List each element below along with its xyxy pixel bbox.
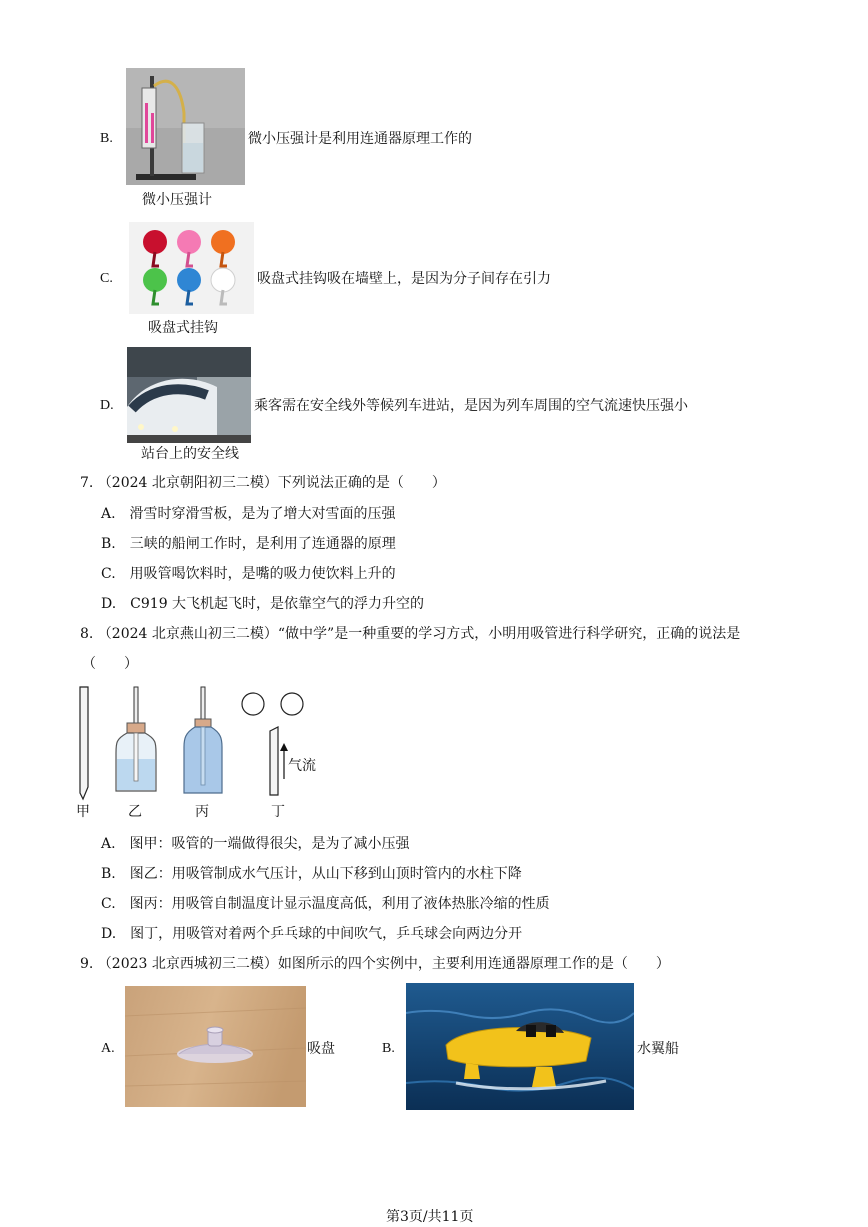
- option-text: 乘客需在安全线外等候列车进站，是因为列车周围的空气流速快压强小: [254, 398, 688, 414]
- option-letter: D.: [100, 398, 114, 413]
- pressure-gauge-photo: [126, 68, 245, 185]
- option-letter: B.: [100, 131, 113, 146]
- option-text: 吸盘式挂钩吸在墙壁上，是因为分子间存在引力: [257, 271, 551, 287]
- photo-caption: 站台上的安全线: [141, 446, 239, 462]
- option-text: 水翼船: [637, 1041, 679, 1057]
- airflow-label: 气流: [288, 758, 316, 774]
- answer-option: A. 图甲：吸管的一端做得很尖，是为了减小压强: [101, 836, 410, 852]
- train-platform-photo: [127, 347, 251, 443]
- page-footer: 第3页/共11页: [386, 1209, 474, 1225]
- hydrofoil-boat-photo: [406, 983, 634, 1110]
- option-letter: A.: [101, 1041, 115, 1056]
- suction-hooks-photo: [129, 222, 254, 314]
- photo-caption: 微小压强计: [142, 192, 212, 208]
- answer-option: A. 滑雪时穿滑雪板，是为了增大对雪面的压强: [101, 506, 396, 522]
- answer-option: B. 三峡的船闸工作时，是利用了连通器的原理: [101, 536, 396, 552]
- option-letter: C.: [100, 271, 113, 286]
- suction-cup-photo: [125, 986, 306, 1107]
- answer-option: C. 图丙：用吸管自制温度计显示温度高低，利用了液体热胀冷缩的性质: [101, 896, 550, 912]
- question-stem: 9. （2023 北京西城初三二模）如图所示的四个实例中，主要利用连通器原理工作的是（ ）: [80, 956, 670, 972]
- option-text: 微小压强计是利用连通器原理工作的: [248, 131, 472, 147]
- answer-option: C. 用吸管喝饮料时，是嘴的吸力使饮料上升的: [101, 566, 396, 582]
- answer-option: B. 图乙：用吸管制成水气压计，从山下移到山顶时管内的水柱下降: [101, 866, 522, 882]
- photo-caption: 吸盘式挂钩: [148, 320, 218, 336]
- option-letter: B.: [382, 1041, 395, 1056]
- figure-label: 乙: [128, 804, 142, 820]
- figure-label: 丁: [271, 804, 285, 820]
- figure-label: 丙: [195, 804, 209, 820]
- option-text: 吸盘: [307, 1041, 335, 1057]
- answer-option: D. C919 大飞机起飞时，是依靠空气的浮力升空的: [101, 596, 425, 612]
- question-stem-continued: （ ）: [82, 656, 138, 672]
- figure-label: 甲: [76, 804, 90, 820]
- answer-option: D. 图丁，用吸管对着两个乒乓球的中间吹气，乒乓球会向两边分开: [101, 926, 523, 942]
- question-stem: 7. （2024 北京朝阳初三二模）下列说法正确的是（ ）: [80, 475, 446, 491]
- question-stem: 8. （2024 北京燕山初三二模）“做中学”是一种重要的学习方式，小明用吸管进行科学研究，正确的说法是: [80, 626, 741, 642]
- straw-experiments-figure: [70, 683, 340, 823]
